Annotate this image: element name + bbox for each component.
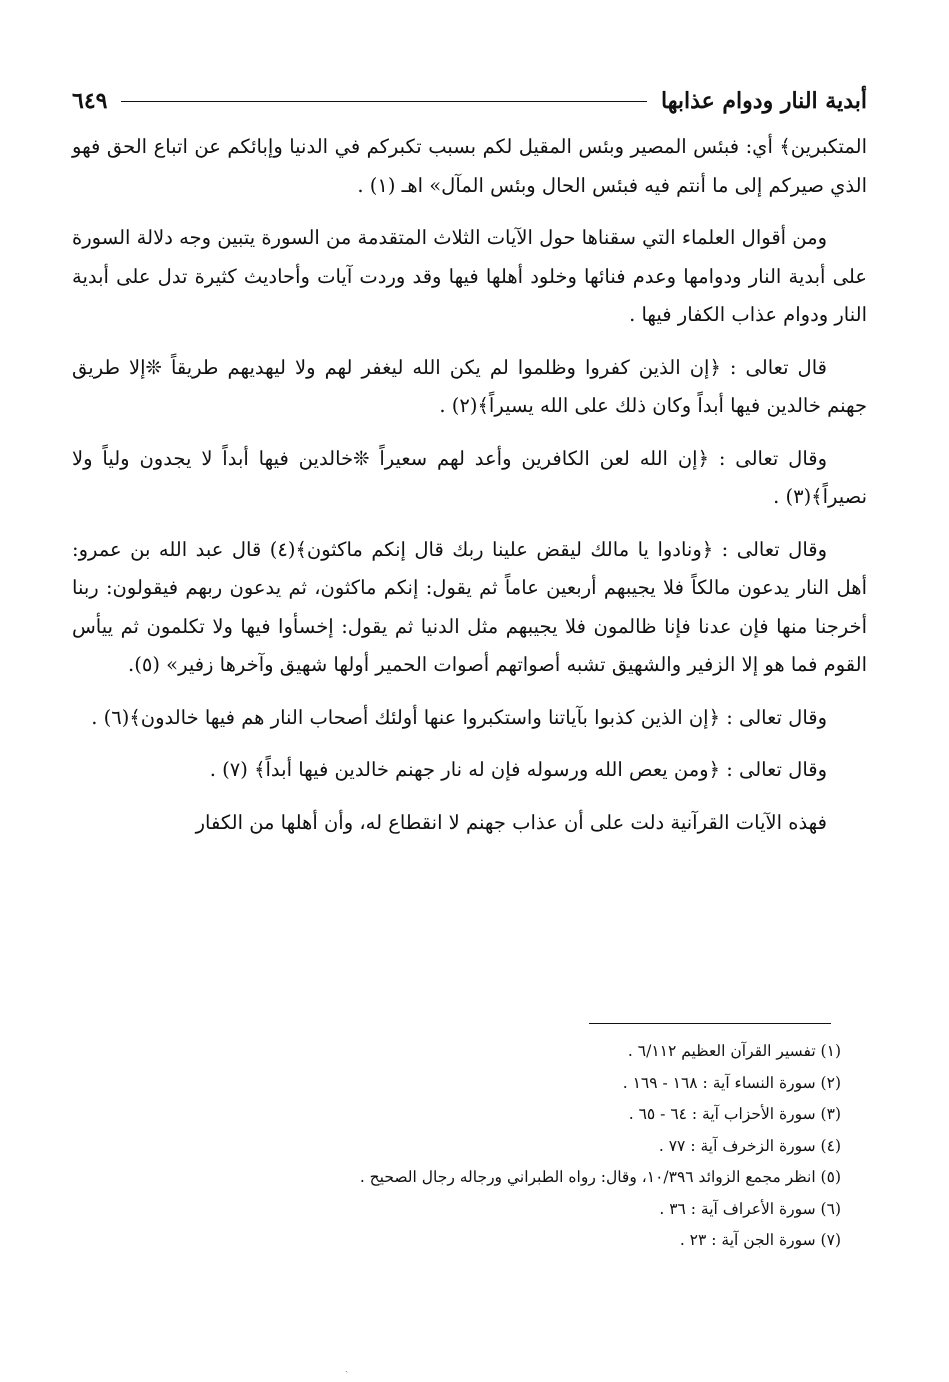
footnote-1: (١) تفسير القرآن العظيم ٦/١١٢ . [627, 1042, 841, 1060]
paragraph-2: ومن أقوال العلماء التي سقناها حول الآيات الثلاث المتقدمة من السورة يتبين وجه دلالة السورة على أبدية النار ودوامها وعدم فنائها وخلود أهلها فيها وقد وردت آيات وأحاديث كثيرة تدل على أبدية النار ودوام عذاب الكفار فيها . [72, 226, 867, 326]
footnote-6: (٦) سورة الأعراف آية : ٣٦ . [659, 1199, 841, 1218]
main-text [72, 128, 867, 856]
paragraph-7: وقال تعالى : ﴿ومن يعص الله ورسوله فإن له نار جهنم خالدين فيها أبداً﴾ (٧) . [209, 758, 827, 781]
footnote-3: (٣) سورة الأحزاب آية : ٦٤ - ٦٥ . [628, 1105, 841, 1123]
footnote-5: (٥) انظر مجمع الزوائد ١٠/٣٩٦، وقال: رواه الطبراني ورجاله رجال الصحيح . [359, 1168, 841, 1186]
paragraph-5: وقال تعالى : ﴿ونادوا يا مالك ليقض علينا ربك قال إنكم ماكثون﴾(٤) قال عبد الله بن عمرو: أهل النار يدعون مالكاً فلا يجيبهم أربعين عاماً ثم يقول: إنكم ماكثون، ثم يدعون ربهم فيقولون: ربنا أخرجنا منها فإن عدنا فإنا ظالمون فلا يجيبهم مثل الدنيا ثم يقول: إخسأوا فيها ولا تكلمون ثم ييأس القوم فما هو إلا الزفير والشهيق تشبه أصواتهم أصوات الحمير أولها شهيق وآخرها زفير» (٥). [72, 537, 867, 676]
paragraph-1: المتكبرين﴾ أي: فبئس المصير وبئس المقيل لكم بسبب تكبركم في الدنيا وإبائكم عن اتباع الحق فهو الذي صيركم إلى ما أنتم فيه فبئس الحال وبئس المآل» اهـ (١) . [72, 135, 867, 197]
scan-speck: ˎ [345, 1362, 349, 1373]
running-header-title: أبدية النار ودوام عذابها [661, 88, 867, 114]
paragraph-4: وقال تعالى : ﴿إن الله لعن الكافرين وأعد لهم سعيراً ❊خالدين فيها أبداً لا يجدون ولياً ولا نصيراً﴾(٣) . [72, 446, 867, 508]
footnote-separator [589, 1023, 831, 1024]
header-rule [121, 101, 647, 102]
paragraph-6: وقال تعالى : ﴿إن الذين كذبوا بآياتنا واستكبروا عنها أولئك أصحاب النار هم فيها خالدون﴾(٦) . [91, 705, 827, 729]
paragraph-3: قال تعالى : ﴿إن الذين كفروا وظلموا لم يكن الله ليغفر لهم ولا ليهديهم طريقاً ❊إلا طريق جهنم خالدين فيها أبداً وكان ذلك على الله يسيراً﴾(٢) . [72, 355, 867, 417]
footnote-7: (٧) سورة الجن آية : ٢٣ . [679, 1231, 841, 1249]
paragraph-8: فهذه الآيات القرآنية دلت على أن عذاب جهنم لا انقطاع له، وأن أهلها من الكفار [195, 810, 827, 834]
page-number: ٦٤٩ [72, 88, 108, 114]
running-header [72, 86, 867, 116]
footnote-2: (٢) سورة النساء آية : ١٦٨ - ١٦٩ . [622, 1073, 841, 1092]
footnote-4: (٤) سورة الزخرف آية : ٧٧ . [658, 1136, 841, 1155]
footnotes [120, 1036, 841, 1257]
